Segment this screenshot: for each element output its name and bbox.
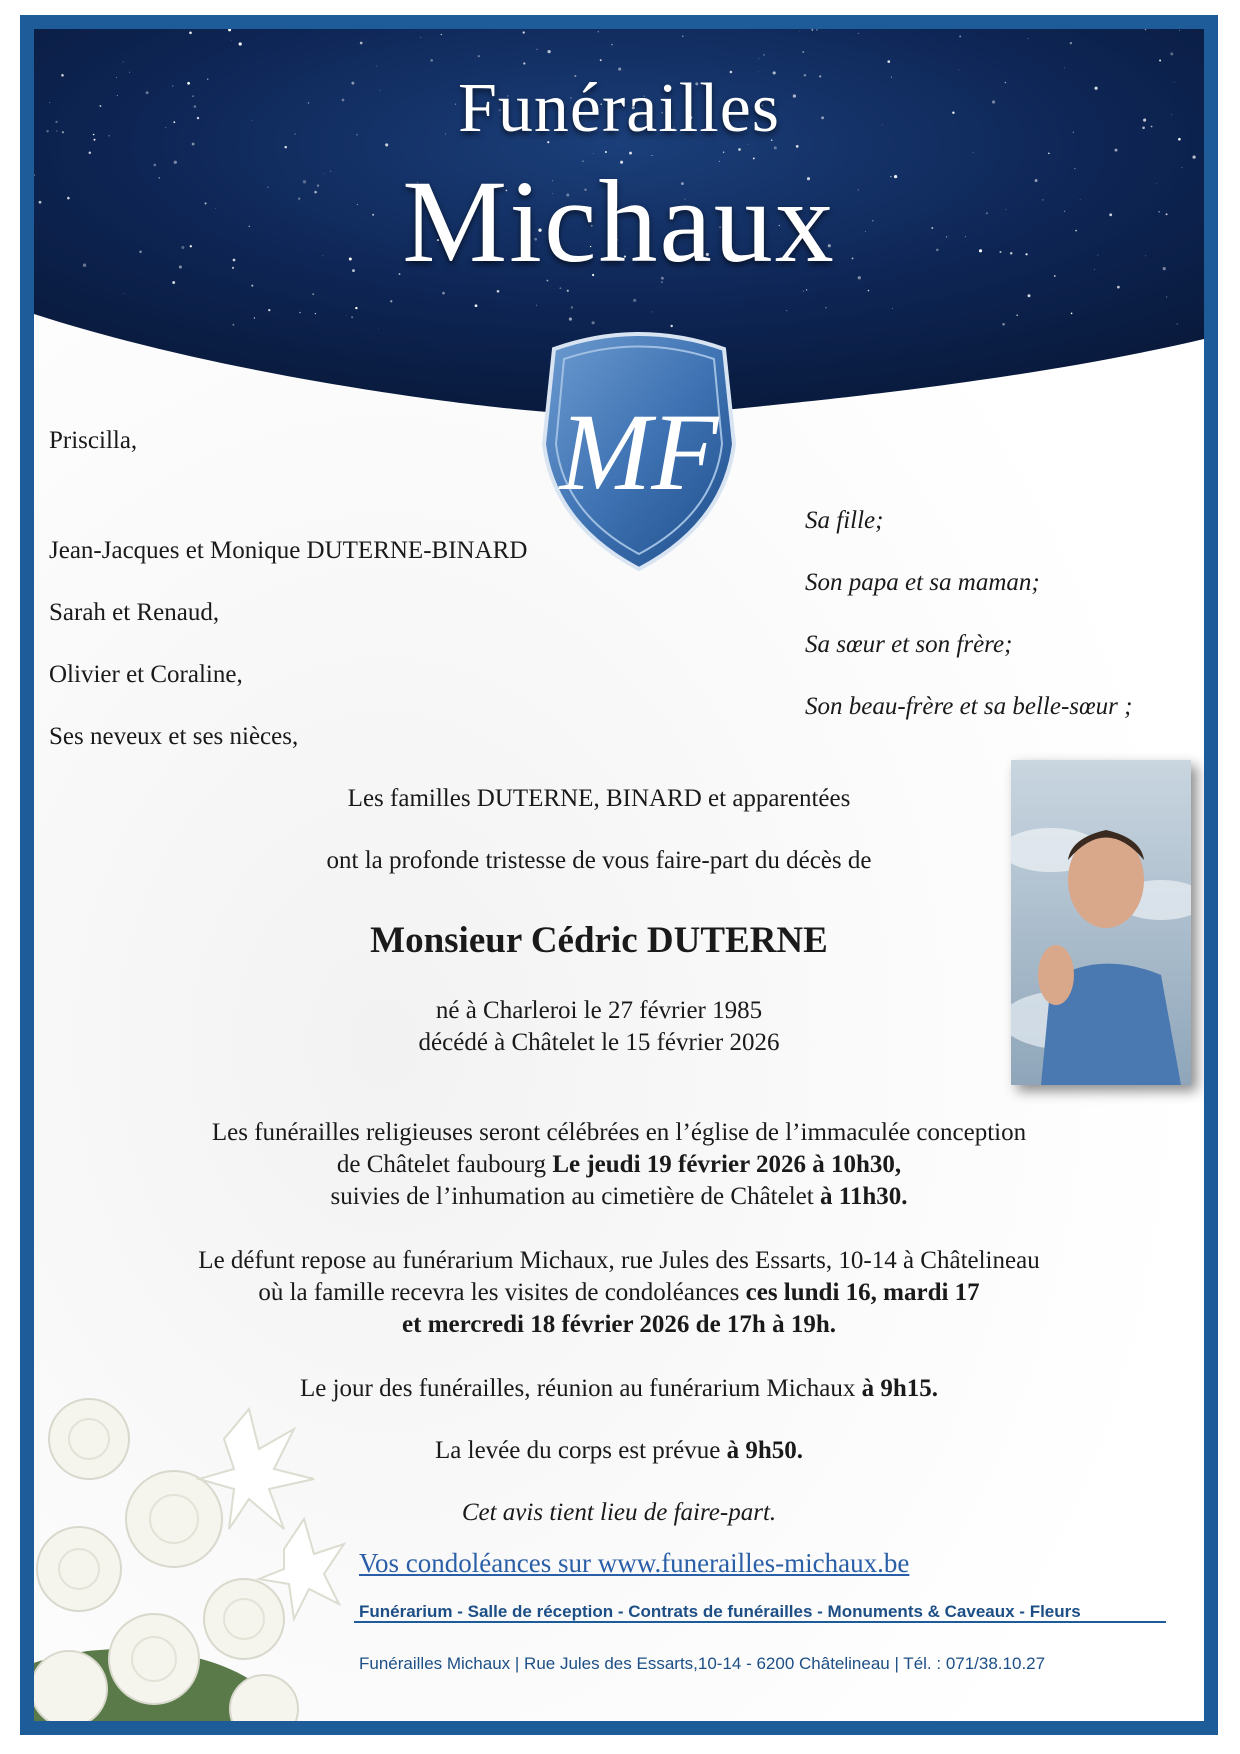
star: [802, 51, 804, 53]
star: [239, 42, 242, 45]
star: [123, 61, 124, 62]
family-member-5: Ses neveux et ses nièces,: [49, 723, 299, 750]
brand-title-top: Funérailles: [457, 70, 781, 147]
ceremony-line-2: de Châtelet faubourg Le jeudi 19 février 2026 à 10h30,: [336, 1151, 902, 1178]
star: [351, 316, 353, 318]
star: [378, 328, 379, 329]
star: [763, 54, 765, 56]
star: [825, 307, 826, 308]
star: [232, 324, 234, 326]
relation-4: Son beau-frère et sa belle-sœur ;: [805, 693, 1133, 720]
deceased-photo: [1011, 760, 1191, 1085]
star: [1071, 313, 1073, 315]
mf-shield-logo: [534, 324, 744, 574]
meeting-line: Le jour des funérailles, réunion au funérarium Michaux à 9h15.: [299, 1375, 938, 1402]
star: [959, 35, 961, 37]
deceased-name: Monsieur Cédric DUTERNE: [370, 920, 828, 961]
logo-monogram: MF: [559, 391, 719, 513]
brand-title-bottom: Michaux: [402, 156, 836, 287]
star: [799, 31, 800, 32]
star: [537, 49, 538, 50]
relation-3: Sa sœur et son frère;: [805, 631, 1013, 658]
star: [189, 31, 192, 34]
star: [1016, 314, 1018, 316]
levee-line: La levée du corps est prévue à 9h50.: [435, 1437, 803, 1464]
star: [786, 310, 787, 311]
condolences-link[interactable]: Vos condoléances sur www.funerailles-michaux.be: [359, 1548, 910, 1578]
relation-2: Son papa et sa maman;: [805, 569, 1040, 596]
visits-line-3: et mercredi 18 février 2026 de 17h à 19h.: [402, 1311, 836, 1338]
star: [723, 152, 724, 153]
star: [478, 55, 480, 57]
relation-1: Sa fille;: [805, 507, 884, 534]
star: [346, 316, 347, 317]
star: [1179, 30, 1180, 31]
star: [598, 31, 599, 32]
star: [892, 308, 893, 309]
star: [1002, 323, 1005, 326]
star: [390, 300, 392, 302]
star: [1166, 296, 1167, 297]
footer-services: Funérarium - Salle de réception - Contrats de funérailles - Monuments & Caveaux - Fleurs: [359, 1602, 1081, 1621]
star: [611, 44, 612, 45]
star: [571, 306, 573, 308]
star: [1115, 149, 1118, 152]
star: [312, 293, 314, 295]
star: [441, 34, 442, 35]
star: [633, 299, 636, 302]
footer-address: Funérailles Michaux | Rue Jules des Essarts,10-14 - 6200 Châtelineau | Tél. : 071/38.10.27: [359, 1654, 1046, 1673]
star: [605, 151, 607, 153]
family-member-2: Jean-Jacques et Monique DUTERNE-BINARD: [49, 537, 528, 564]
star: [1028, 38, 1029, 39]
star: [651, 311, 652, 312]
star: [124, 293, 125, 294]
family-member-1: Priscilla,: [49, 427, 138, 454]
white-flowers-bouquet: [34, 1369, 354, 1735]
star: [1070, 42, 1072, 44]
star: [858, 33, 859, 34]
star: [758, 58, 759, 59]
birth-line: né à Charleroi le 27 février 1985: [435, 997, 763, 1024]
death-line: décédé à Châtelet le 15 février 2026: [418, 1029, 780, 1056]
star: [682, 35, 684, 37]
star: [803, 291, 804, 292]
family-member-3: Sarah et Renaud,: [49, 599, 220, 626]
sorrow-line: ont la profonde tristesse de vous faire-part du décès de: [326, 847, 872, 874]
families-line: Les familles DUTERNE, BINARD et apparentées: [347, 785, 851, 812]
star: [315, 313, 316, 314]
visits-line-2: où la famille recevra les visites de condoléances ces lundi 16, mardi 17: [258, 1279, 980, 1306]
star: [547, 50, 550, 53]
visits-line-1: Le défunt repose au funérarium Michaux, rue Jules des Essarts, 10-14 à Châtelineau: [198, 1247, 1040, 1274]
star: [523, 62, 525, 64]
star: [536, 305, 537, 306]
notice-line: Cet avis tient lieu de faire-part.: [461, 1499, 777, 1526]
ceremony-line-1: Les funérailles religieuses seront célébrées en l’église de l’immaculée conception: [211, 1119, 1027, 1146]
star: [887, 60, 890, 63]
star: [1159, 60, 1161, 62]
page-frame: [20, 15, 1218, 1735]
star: [1028, 294, 1031, 297]
star: [523, 31, 525, 33]
footer-divider: [354, 1621, 1166, 1623]
star: [600, 59, 602, 61]
star: [1177, 323, 1178, 324]
star: [37, 321, 39, 323]
star: [231, 40, 232, 41]
star: [355, 307, 357, 309]
star: [475, 304, 478, 307]
star: [868, 290, 870, 292]
star: [1170, 52, 1173, 55]
star: [816, 29, 817, 30]
ceremony-line-3: suivies de l’inhumation au cimetière de Châtelet à 11h30.: [330, 1183, 908, 1210]
star: [973, 152, 974, 153]
star: [569, 318, 572, 321]
star: [254, 317, 255, 318]
star: [299, 312, 301, 314]
star: [268, 309, 270, 311]
star: [811, 29, 813, 31]
star: [430, 59, 433, 62]
star: [442, 292, 445, 295]
family-member-4: Olivier et Coraline,: [49, 661, 243, 688]
star: [497, 290, 500, 293]
star: [376, 66, 377, 67]
star: [420, 37, 421, 38]
star: [360, 42, 363, 45]
